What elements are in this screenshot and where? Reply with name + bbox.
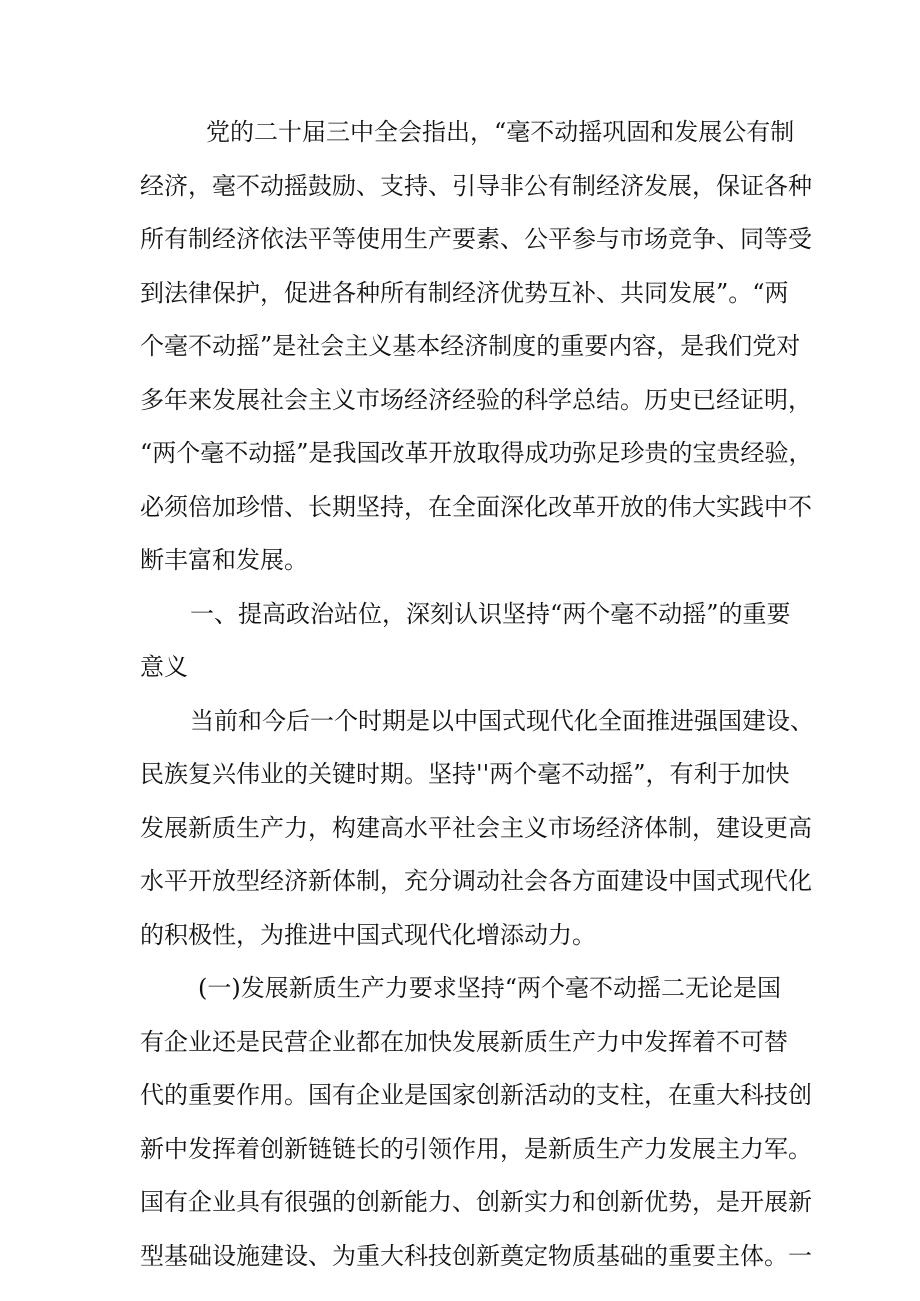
text-line: 的积极性，为推进中国式现代化增添动力。 [140,920,596,949]
text-line: 有企业还是民营企业都在加快发展新质生产力中发挥着不可替 [140,1027,788,1056]
text-line: 多年来发展社会主义市场经济经验的科学总结。历史已经证明， [140,385,812,414]
text-line: (一)发展新质生产力要求坚持“两个毫不动摇二无论是国 [198,974,781,1002]
document-body [140,106,814,1283]
text-line: 代的重要作用。国有企业是国家创新活动的支柱，在重大科技创 [140,1081,812,1109]
text-line: 所有制经济依法平等使用生产要素、公平参与市场竞争、同等受 [140,225,812,253]
text-line: 到法律保护，促进各种所有制经济优势互补、共同发展”。“两 [140,278,789,307]
text-line: 国有企业具有很强的创新能力、创新实力和创新优势，是开展新 [140,1188,812,1216]
text-line: “两个毫不动摇”是我国改革开放取得成功弥足珍贵的宝贵经验， [140,439,813,467]
text-line: 型基础设施建设、为重大科技创新奠定物质基础的重要主体。一 [140,1241,812,1270]
intro-paragraph [140,106,813,588]
text-line: 当前和今后一个时期是以中国式现代化全面推进强国建设、 [190,706,814,735]
heading-line: 一、提高政治站位，深刻认识坚持“两个毫不动摇”的重要 [190,599,791,628]
text-line: 水平开放型经济新体制，充分调动社会各方面建设中国式现代化 [140,867,812,895]
text-line: 经济，毫不动摇鼓励、支持、引导非公有制经济发展，保证各种 [140,171,812,200]
heading-line: 意义 [140,653,188,681]
text-line: 党的二十届三中全会指出，“毫不动摇巩固和发展公有制 [206,118,795,146]
text-line: 发展新质生产力，构建高水平社会主义市场经济体制，建设更高 [140,813,812,842]
body-paragraph [140,695,814,963]
text-line: 新中发挥着创新链链长的引领作用，是新质生产力发展主力军。 [140,1134,812,1163]
section-heading [140,588,800,695]
text-line: 民族复兴伟业的关键时期。坚持''两个毫不动摇”，有利于加快 [140,760,790,788]
text-line: 个毫不动摇”是社会主义基本经济制度的重要内容，是我们党对 [140,332,801,360]
subsection-paragraph [140,962,812,1283]
text-line: 必须倍加珍惜、长期坚持，在全面深化改革开放的伟大实践中不 [140,492,812,521]
text-line: 断丰富和发展。 [140,546,308,574]
